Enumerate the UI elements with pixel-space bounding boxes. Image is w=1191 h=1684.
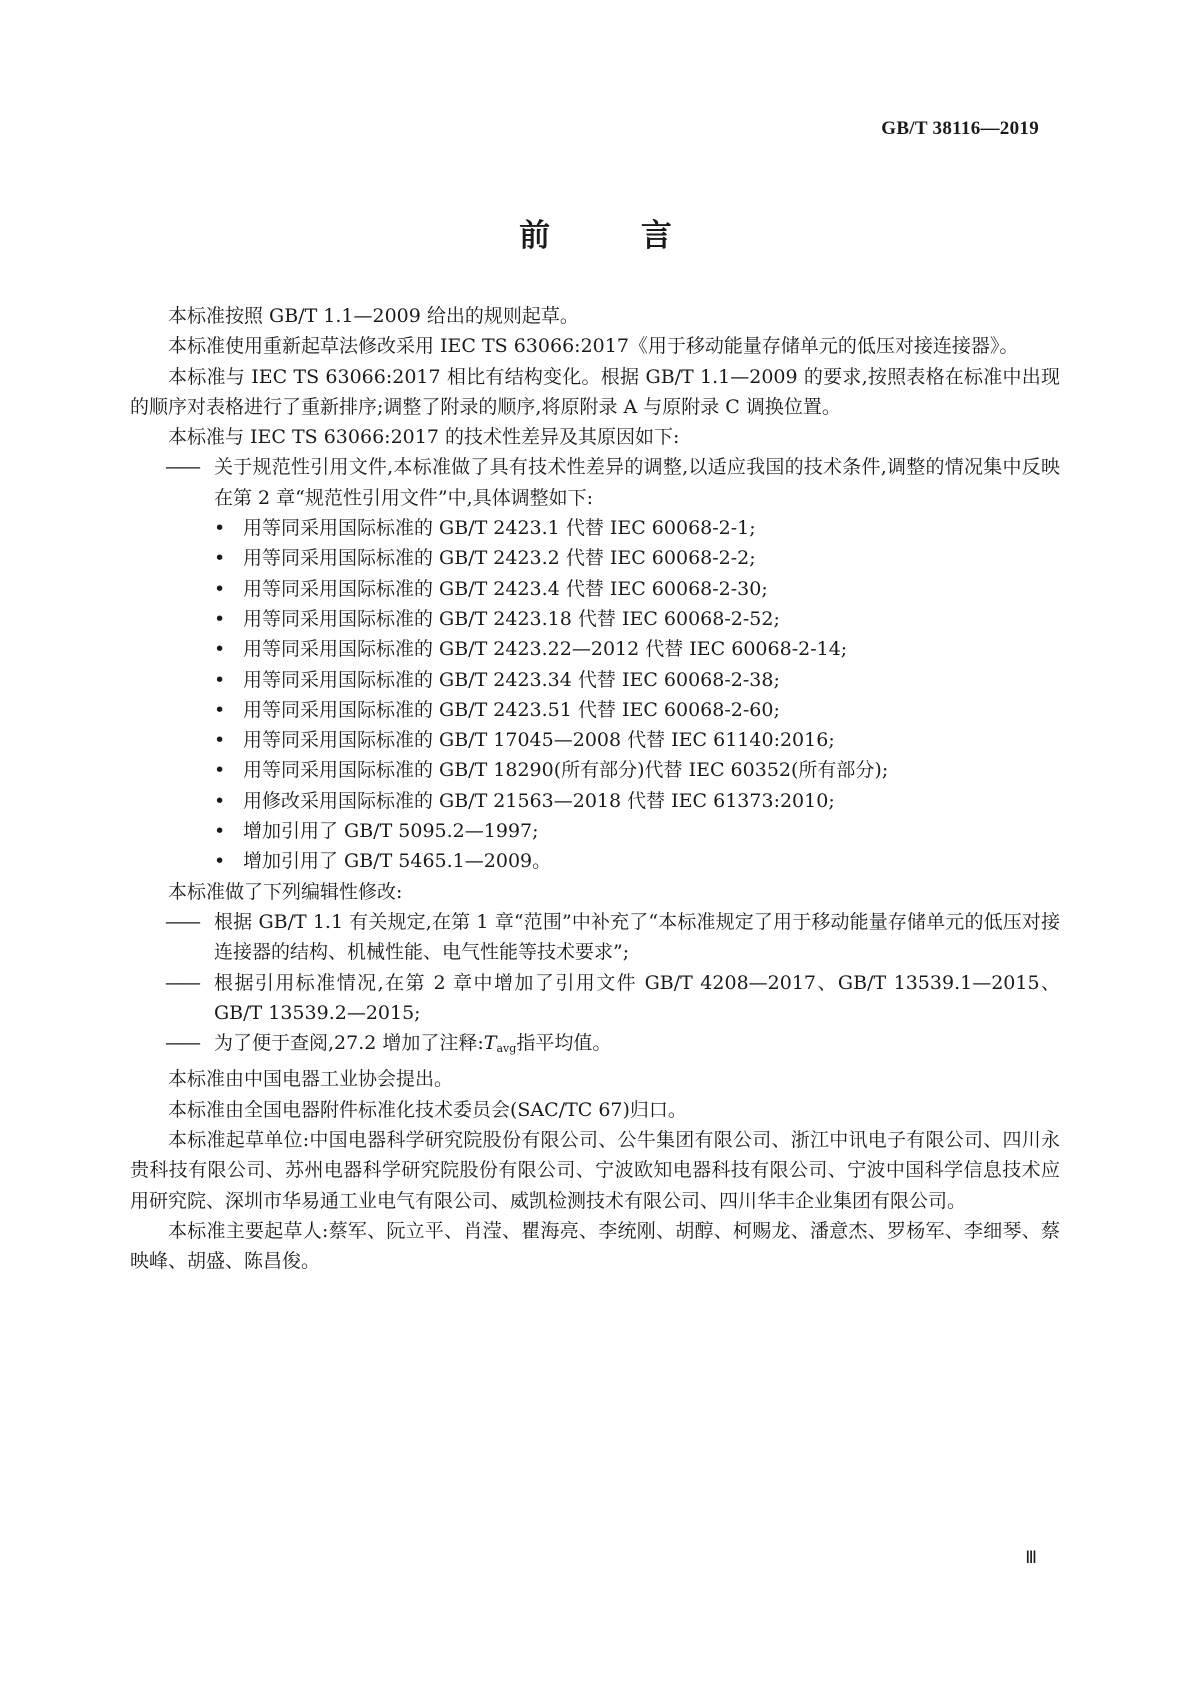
dash-mark: —— <box>165 456 199 479</box>
dash-mark: —— <box>165 971 199 994</box>
list-item: • 增加引用了 GB/T 5095.2—1997; <box>130 816 1060 846</box>
dash-item-normative-references <box>130 452 1060 513</box>
standard-code: GB/T 38116—2019 <box>881 118 1039 139</box>
bullet-icon: • <box>214 638 226 661</box>
dash-mark: —— <box>165 1032 199 1055</box>
paragraph-committee: 本标准由全国电器附件标准化技术委员会(SAC/TC 67)归口。 <box>168 1098 687 1121</box>
bullet-icon: • <box>214 789 226 812</box>
list-item: • 用修改采用国际标准的 GB/T 21563—2018 代替 IEC 61373:2010; <box>130 786 1060 816</box>
dash-item-scope <box>130 907 1060 968</box>
bullet-icon: • <box>214 668 226 691</box>
t-avg-subscript: avg <box>496 1042 517 1056</box>
page-number: Ⅲ <box>1025 1548 1037 1567</box>
bullet-icon: • <box>214 547 226 570</box>
dash-mark: —— <box>165 910 199 933</box>
list-item: • 用等同采用国际标准的 GB/T 2423.22—2012 代替 IEC 60068-2-14; <box>130 634 1060 664</box>
list-item: • 用等同采用国际标准的 GB/T 2423.18 代替 IEC 60068-2-52; <box>130 604 1060 634</box>
bullet-icon: • <box>214 577 226 600</box>
dash-item-note <box>130 1028 1060 1064</box>
t-avg-symbol: T <box>483 1032 497 1055</box>
bullet-icon: • <box>214 517 226 540</box>
paragraph-technical-differences: 本标准与 IEC TS 63066:2017 的技术性差异及其原因如下: <box>168 426 680 449</box>
paragraph-adoption: 本标准使用重新起草法修改采用 IEC TS 63066:2017《用于移动能量存储单元的低压对接连接器》。 <box>168 335 1019 358</box>
dash-item-text: 根据 GB/T 1.1 有关规定,在第 1 章“范围”中补充了“本标准规定了用于移动能量存储单元的低压对接连接器的结构、机械性能、电气性能等技术要求”; <box>214 910 1060 964</box>
bullet-icon: • <box>214 759 226 782</box>
paragraph-proposer: 本标准由中国电器工业协会提出。 <box>168 1068 454 1091</box>
paragraph-drafters: 本标准主要起草人:蔡军、阮立平、肖滢、瞿海亮、李统刚、胡醇、柯赐龙、潘意杰、罗杨军、李细琴、蔡映峰、胡盛、陈昌俊。 <box>130 1219 1060 1273</box>
paragraph-drafting-units: 本标准起草单位:中国电器科学研究院股份有限公司、公牛集团有限公司、浙江中讯电子有限公司、四川永贵科技有限公司、苏州电器科学研究院股份有限公司、宁波欧知电器科技有限公司、宁波中国科学信息技术应用研究院、深圳市华易通工业电气有限公司、威凯检测技术有限公司、四川华丰企业集团有限公司。 <box>130 1129 1060 1212</box>
list-item: • 用等同采用国际标准的 GB/T 2423.1 代替 IEC 60068-2-1; <box>130 513 1060 543</box>
reference-adjustment-list <box>130 513 1060 877</box>
list-item: • 用等同采用国际标准的 GB/T 2423.2 代替 IEC 60068-2-2; <box>130 543 1060 573</box>
bullet-icon: • <box>214 607 226 630</box>
page-title: 前 言 <box>519 218 712 254</box>
bullet-icon: • <box>214 850 226 873</box>
bullet-icon: • <box>214 729 226 752</box>
paragraph-structure-change: 本标准与 IEC TS 63066:2017 相比有结构变化。根据 GB/T 1.1—2009 的要求,按照表格在标准中出现的顺序对表格进行了重新排序;调整了附录的顺序,将原附录 A 与原附录 C 调换位置。 <box>130 365 1060 418</box>
dash-item-added-references <box>130 968 1060 1029</box>
bullet-icon: • <box>214 698 226 721</box>
paragraph-editorial-changes: 本标准做了下列编辑性修改: <box>168 880 403 903</box>
dash-item-text: 关于规范性引用文件,本标准做了具有技术性差异的调整,以适应我国的技术条件,调整的情况集中反映在第 2 章“规范性引用文件”中,具体调整如下: <box>214 456 1060 509</box>
paragraph-drafting-rule: 本标准按照 GB/T 1.1—2009 给出的规则起草。 <box>168 305 579 327</box>
bullet-icon: • <box>214 820 226 843</box>
foreword-body <box>130 301 1060 1277</box>
list-item: • 用等同采用国际标准的 GB/T 2423.51 代替 IEC 60068-2-60; <box>130 695 1060 725</box>
dash-item-text: 为了便于查阅,27.2 增加了注释$:T_{avg}$指平均值。 <box>214 1032 612 1056</box>
list-item: • 用等同采用国际标准的 GB/T 17045—2008 代替 IEC 61140:2016; <box>130 725 1060 755</box>
list-item: • 用等同采用国际标准的 GB/T 2423.34 代替 IEC 60068-2-38; <box>130 665 1060 695</box>
list-item: • 增加引用了 GB/T 5465.1—2009。 <box>130 846 1060 876</box>
dash-item-text: 根据引用标准情况,在第 2 章中增加了引用文件 GB/T 4208—2017、GB/T 13539.1—2015、GB/T 13539.2—2015; <box>214 971 1060 1024</box>
list-item: • 用等同采用国际标准的 GB/T 2423.4 代替 IEC 60068-2-30; <box>130 574 1060 604</box>
list-item: • 用等同采用国际标准的 GB/T 18290(所有部分)代替 IEC 60352(所有部分); <box>130 755 1060 785</box>
